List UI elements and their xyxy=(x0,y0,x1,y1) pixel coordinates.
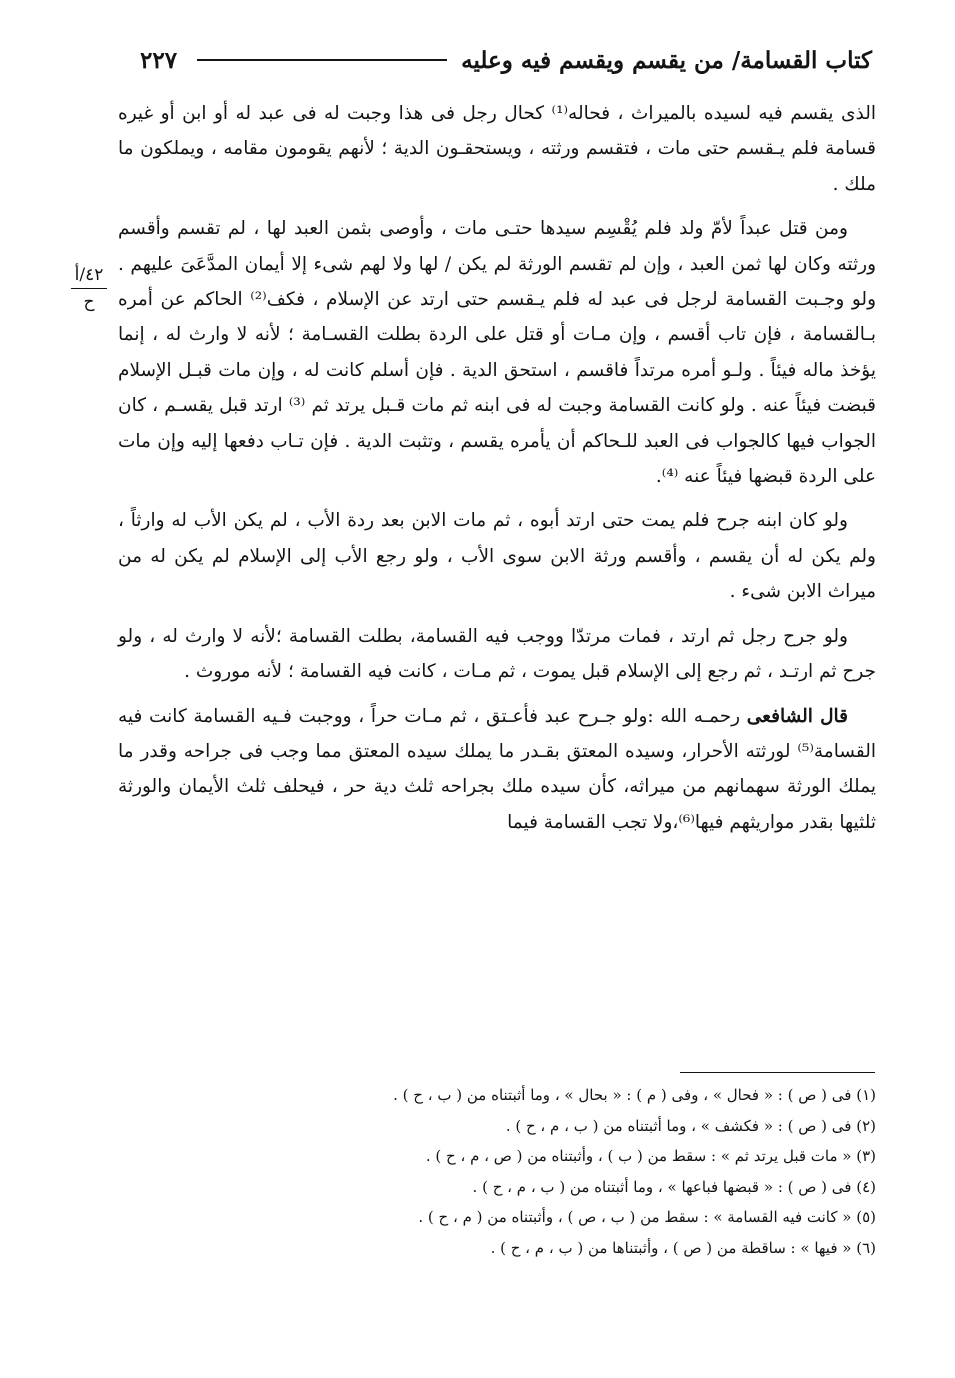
paragraph-5-lead: قال الشافعى xyxy=(746,705,848,727)
footnote-4: (٤) فى ( ص ) : « قبضها فباعها » ، وما أثبتناه من ( ب ، م ، ح ) . xyxy=(472,1177,876,1196)
paragraph-4: ولو جرح رجل ثم ارتد ، فمات مرتدّا ووجب فيه القسامة، بطلت القسامة ؛لأنه لا وارث له ، ولو جرح ثم ارتـد ، ثم رجع إلى الإسلام قبل يموت ، ثم مـات ، كانت فيه القسامة ؛ لأنه موروث . xyxy=(118,625,876,683)
footnote-1: (١) فى ( ص ) : « فحال » ، وفى ( م ) : « بحال » ، وما أثبتناه من ( ب ، ح ) . xyxy=(393,1086,876,1104)
paragraph-2: ومن قتل عبداً لأمّ ولد فلم يُقْسِم سيدها حتـى مات ، وأوصى بثمن العبد لها ، لم تقسم وأقسم ورثته وكان لها ثمن العبد ، وإن لم تقسم الورثة لم يكن / لها ولا لهم شىء إلا أيمان المدَّعَىَ عليهم . ولو وجـبت القسامة لرجل فى عبد له فلم يـقسم حتى ارتد عن الإسلام ، فكف⁽²⁾ الحاكم عن أمره بـالقسامة ، فإن تاب أقسم ، وإن مـات أو قتل على الردة بطلت القسـامة ؛ لأنه لا وارث له ، إنما يؤخذ ماله فيئاً . ولـو أمره مرتداً فاقسم ، استحق الدية . فإن أسلم كانت له ، وإن مات قبـل الإسلام قبضت فيئاً عنه . ولو كانت القسامة وجبت له فى ابنه ثم مات قـبل يرتد ثم ⁽³⁾ ارتد قبل يقسـم ، كان الجواب فيها كالجواب فى العبد للـحاكم أن يأمره يقسم ، وتثبت الدية . فإن تـاب دفعها إليه وإن مات على الردة قبضها فيئاً عنه ⁽⁴⁾. xyxy=(118,218,877,488)
footnote-5: (٥) « كانت فيه القسامة » : سقط من ( ب ، ص ) ، وأثبتناه من ( م ، ح ) . xyxy=(418,1208,876,1226)
paragraph-5-text: رحمـه الله :ولو جـرح عبد فأعـتق ، ثم مـات حراً ، ووجبت فـيه القسامة كانت فيه القسامة⁽⁵⁾ لورثته الأحرار، وسيده المعتق بقـدر ما يملك سيده المعتق مما وجب فى جراحه وقدر ما يملك الورثة سهمانهم من ميراثه، كأن سيده ملك بجراحه ثلث دية حر ، فيحلف ثلث الأيمان والورثة ثلثيها بقدر مواريثهم فيها⁽⁶⁾،ولا تجب القسامة فيما xyxy=(118,705,876,833)
paragraph-1: الذى يقسم فيه لسيده بالميراث ، فحاله⁽¹⁾ كحال رجل فى هذا وجبت له فى عبد له أو ابن أو غيره قسامة فلم يـقسم حتى مات ، فتقسم ورثته ، ويستحقـون الدية ؛ لأنهم يقومون مقامه ، ويملكون ما ملك . xyxy=(118,103,876,195)
margin-manuscript-note xyxy=(58,262,120,315)
running-header xyxy=(140,40,872,80)
paragraph-5 xyxy=(118,699,876,841)
footnote-separator xyxy=(680,1072,875,1073)
page-number: ٢٢٧ xyxy=(140,46,178,74)
footnote-3: (٣) « مات قبل يرتد ثم » : سقط من ( ب ) ، وأثبتناه من ( ص ، م ، ح ) . xyxy=(425,1147,876,1165)
footnote-6: (٦) « فيها » : ساقطة من ( ص ) ، وأثبتناها من ( ب ، م ، ح ) . xyxy=(490,1238,876,1257)
running-title: كتاب القسامة/ من يقسم ويقسم فيه وعليه xyxy=(461,46,872,74)
footnote-2: (٢) فى ( ص ) : « فكشف » ، وما أثبتناه من ( ب ، م ، ح ) . xyxy=(505,1116,876,1135)
margin-manuscript-siglum: ح xyxy=(83,292,95,312)
margin-folio-number: ٤٢/أ xyxy=(71,262,108,289)
paragraph-3: ولو كان ابنه جرح فلم يمت حتى ارتد أبوه ، ثم مات الابن بعد ردة الأب ، لم يكن الأب له وارثاً ، ولم يكن له أن يقسم ، وأقسم ورثة الابن سوى الأب ، ولو رجع الأب إلى الإسلام لم يكن له من ميراث الابن شىء . xyxy=(118,510,876,603)
footnotes xyxy=(150,1080,876,1263)
main-text xyxy=(118,96,876,849)
header-rule xyxy=(197,59,447,61)
